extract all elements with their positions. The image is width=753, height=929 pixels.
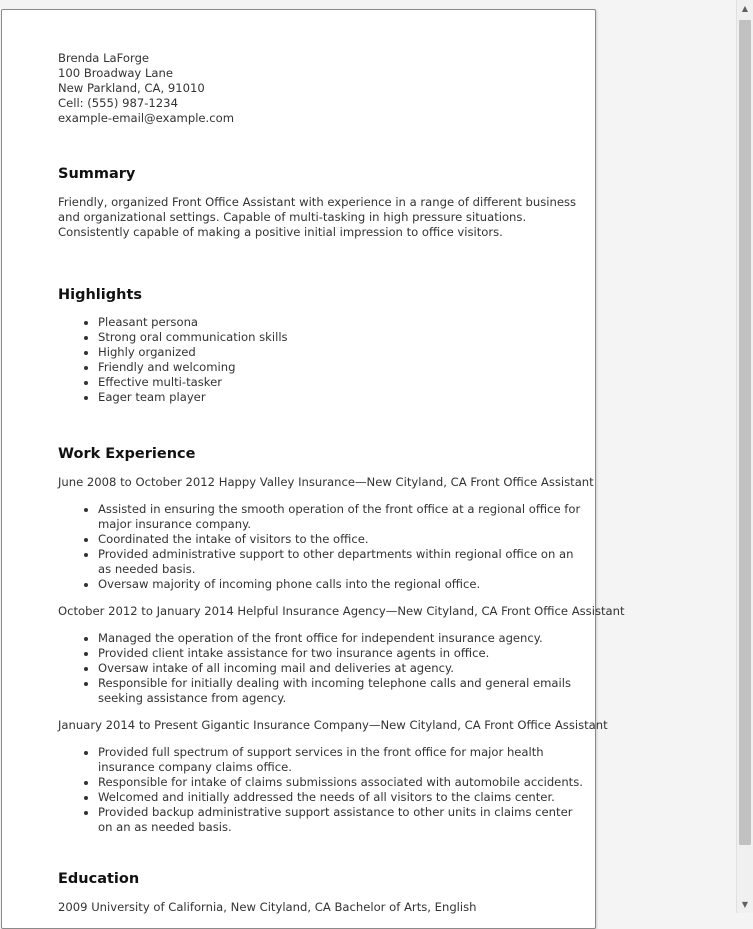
resume-content — [58, 51, 625, 915]
job-bullet: • Provided administrative support to other departments within regional office on an as needed basis. — [98, 547, 588, 577]
job-bullet: • Welcomed and initially addressed the needs of all visitors to the claims center. — [98, 790, 588, 805]
highlight-item: • Highly organized — [98, 345, 588, 360]
scrollbar-thumb[interactable] — [739, 20, 751, 845]
contact-email: example-email@example.com — [58, 111, 235, 125]
job-bullets — [58, 745, 588, 835]
summary-section — [58, 165, 588, 240]
education-heading: Education — [58, 871, 140, 887]
job-bullet: • Managed the operation of the front office for independent insurance agency. — [98, 631, 588, 646]
highlights-list — [58, 315, 588, 405]
summary-heading: Summary — [58, 166, 136, 182]
work-experience-heading: Work Experience — [58, 446, 196, 462]
job-bullet: • Provided client intake assistance for two insurance agents in office. — [98, 646, 588, 661]
job-entry — [58, 475, 594, 592]
highlight-item: • Strong oral communication skills — [98, 330, 588, 345]
job-entry — [58, 604, 625, 706]
contact-street: 100 Broadway Lane — [58, 66, 174, 80]
job-bullet: • Responsible for intake of claims submissions associated with automobile accidents. — [98, 775, 588, 790]
job-bullet: • Oversaw majority of incoming phone calls into the regional office. — [98, 577, 588, 592]
highlight-item: • Friendly and welcoming — [98, 360, 588, 375]
job-bullet: • Assisted in ensuring the smooth operation of the front office at a regional office for major insurance company. — [98, 502, 588, 532]
highlight-item: • Effective multi-tasker — [98, 375, 588, 390]
summary-text: Friendly, organized Front Office Assistant with experience in a range of different business and organizational settings. Capable of multi-tasking in high pressure situations. Consistently capable of making a positive initial impression to office visitors. — [58, 195, 577, 239]
contact-city: New Parkland, CA, 91010 — [58, 81, 205, 95]
highlights-heading: Highlights — [58, 287, 143, 303]
job-bullets — [58, 502, 588, 592]
scroll-up-arrow-icon[interactable]: ▲ — [741, 4, 749, 13]
contact-cell: Cell: (555) 987-1234 — [58, 96, 178, 110]
vertical-scrollbar[interactable] — [736, 0, 753, 913]
contact-block — [58, 51, 588, 126]
job-entry — [58, 718, 608, 835]
contact-name: Brenda LaForge — [58, 51, 150, 65]
highlight-item: • Pleasant persona — [98, 315, 588, 330]
job-header: June 2008 to October 2012 Happy Valley Insurance—New Cityland, CA Front Office Assistant — [58, 475, 594, 489]
job-bullet: • Provided backup administrative support assistance to other units in claims center on an as needed basis. — [98, 805, 588, 835]
job-bullet: • Responsible for initially dealing with incoming telephone calls and general emails seeking assistance from agency. — [98, 676, 588, 706]
education-line: 2009 University of California, New Cityland, CA Bachelor of Arts, English — [58, 900, 477, 914]
job-bullets — [58, 631, 588, 706]
education-section — [58, 870, 588, 915]
job-bullet: • Provided full spectrum of support services in the front office for major health insurance company claims office. — [98, 745, 588, 775]
job-header: January 2014 to Present Gigantic Insurance Company—New Cityland, CA Front Office Assistant — [58, 718, 608, 732]
job-bullet: • Coordinated the intake of visitors to the office. — [98, 532, 588, 547]
job-bullet: • Oversaw intake of all incoming mail and deliveries at agency. — [98, 661, 588, 676]
work-experience-section — [58, 445, 625, 835]
resume-page — [1, 9, 625, 929]
highlight-item: • Eager team player — [98, 390, 588, 405]
job-header: October 2012 to January 2014 Helpful Insurance Agency—New Cityland, CA Front Office Assistant — [58, 604, 625, 618]
scroll-down-arrow-icon[interactable]: ▼ — [741, 900, 749, 909]
highlights-section — [58, 286, 588, 405]
